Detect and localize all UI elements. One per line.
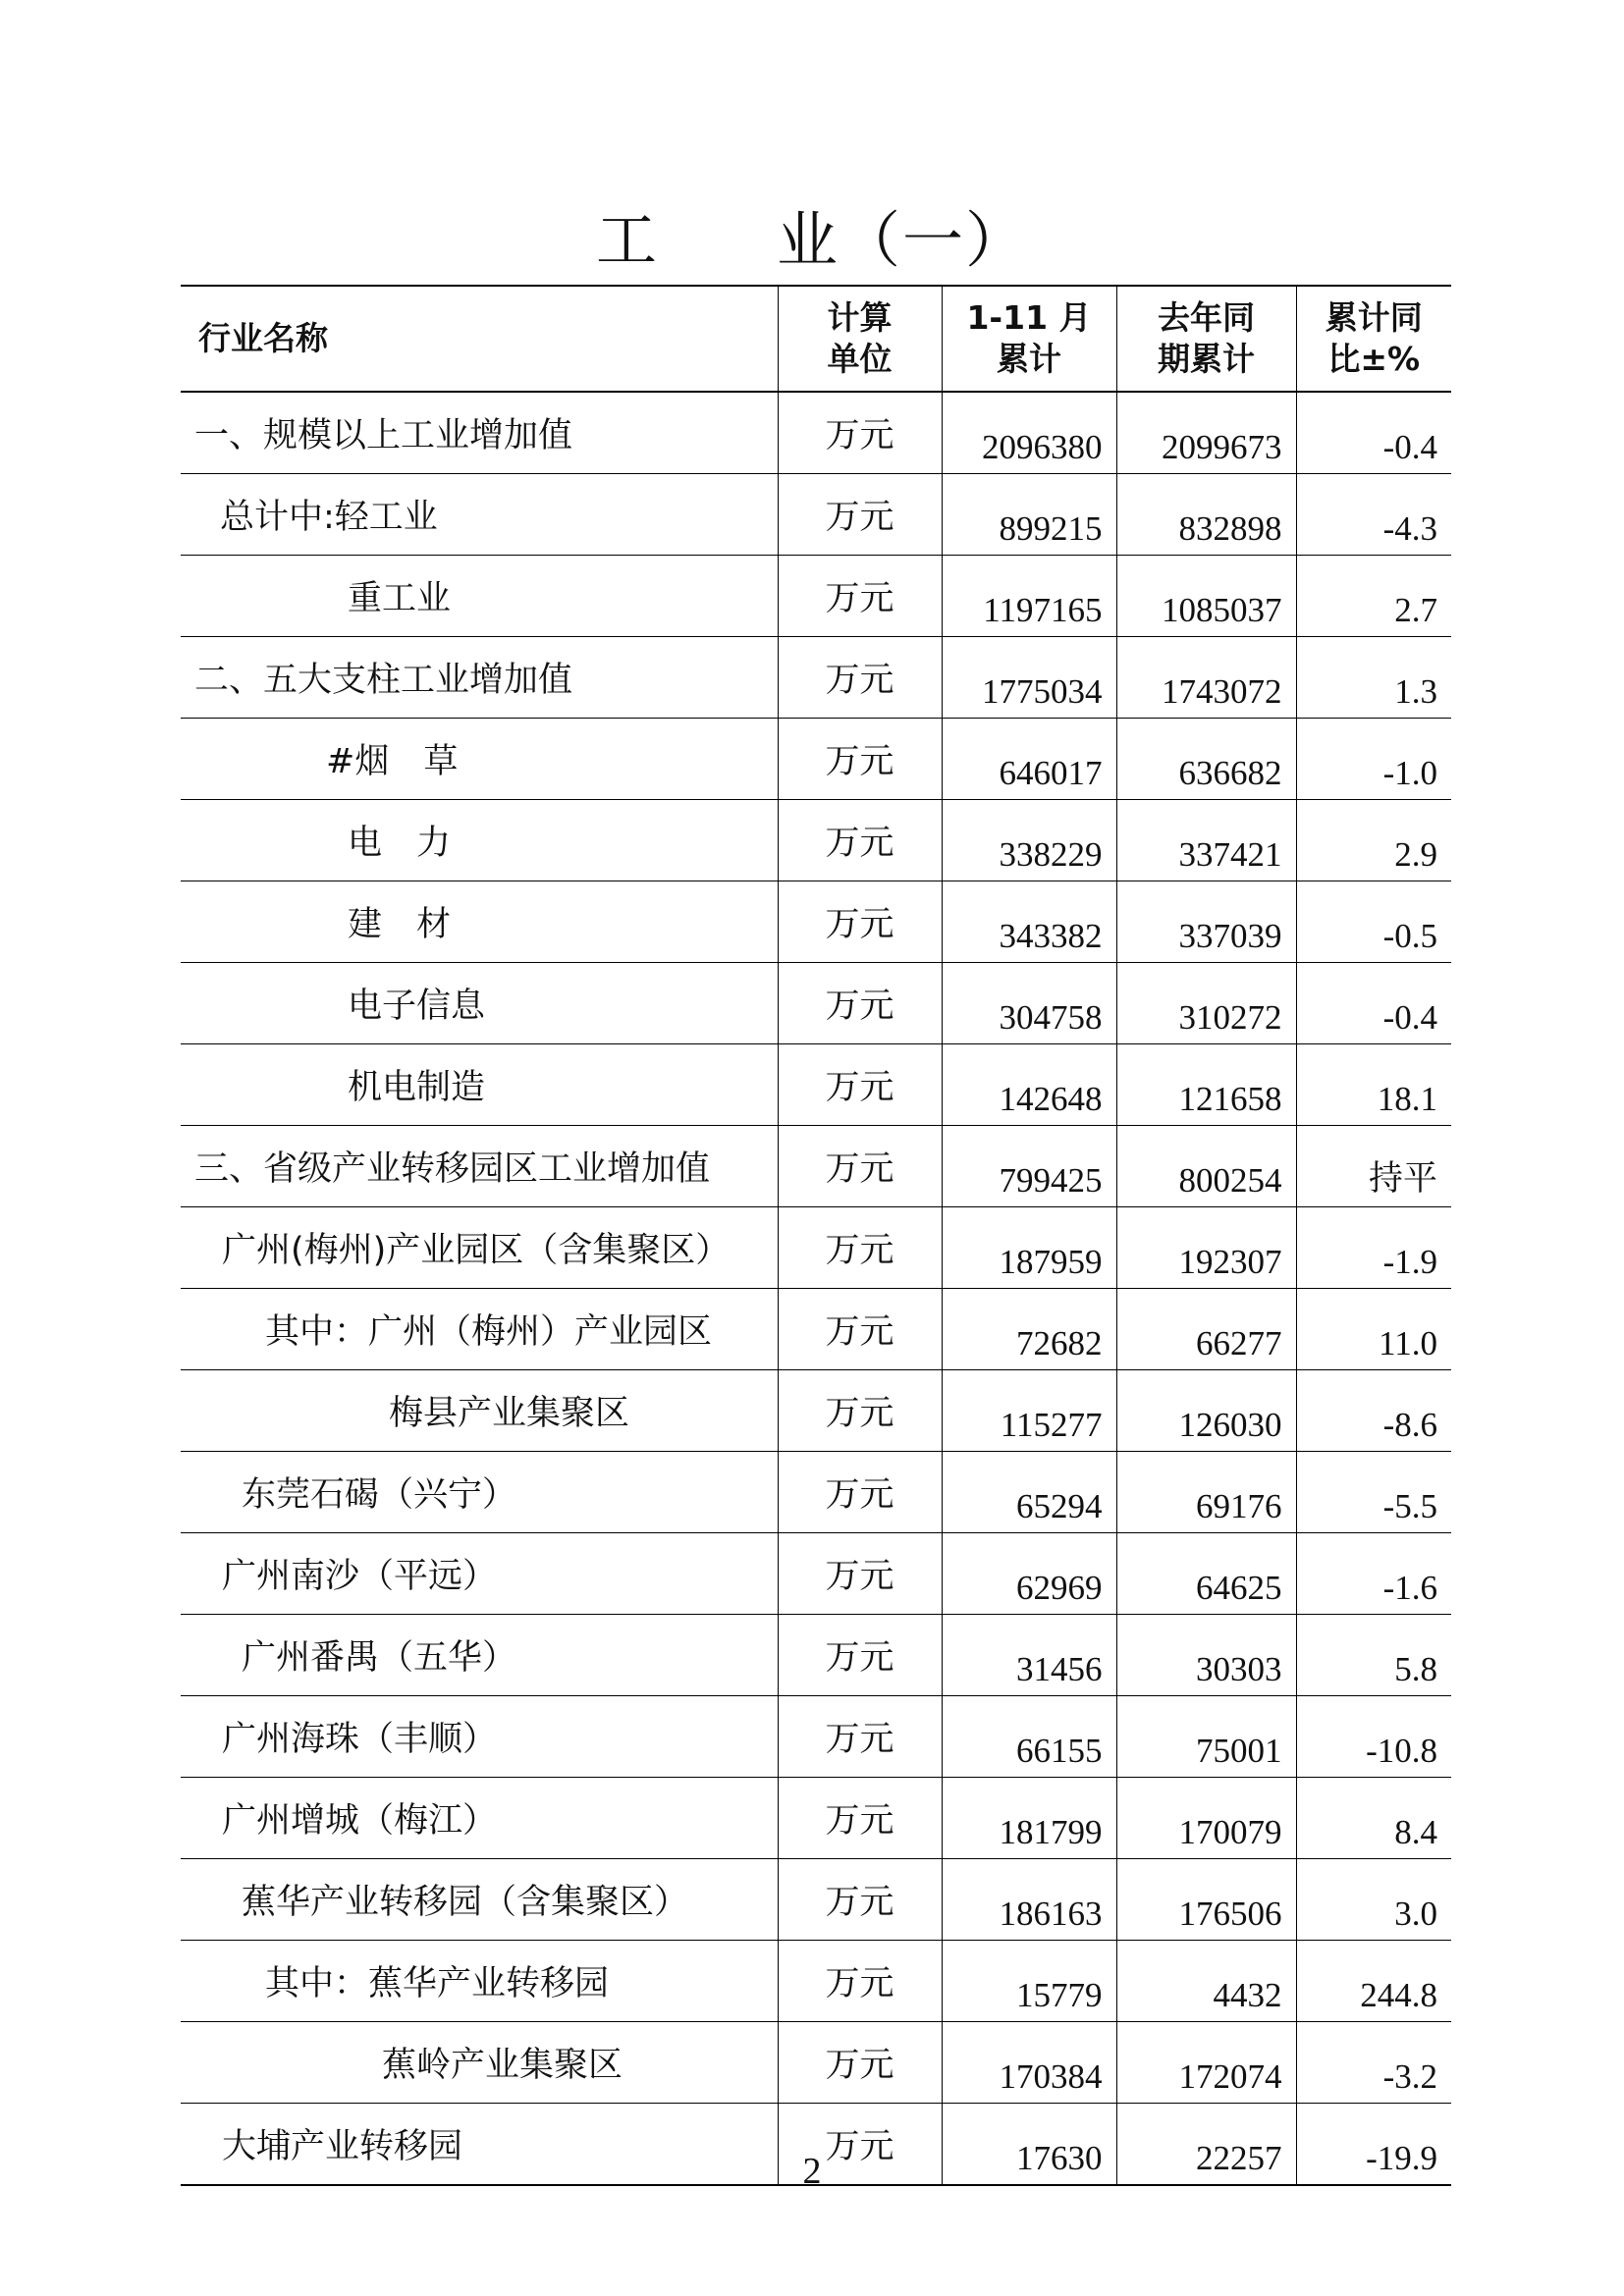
table-row: [181, 1370, 1451, 1452]
table-row: [181, 800, 1451, 881]
title-part-1: 工: [595, 204, 659, 276]
row-yoy-change: -10.8: [1296, 1696, 1451, 1778]
row-unit: 万元: [778, 556, 942, 637]
table-row: [181, 474, 1451, 556]
row-industry-name: 广州南沙（平远）: [181, 1533, 778, 1615]
row-industry-name: 东莞石碣（兴宁）: [181, 1452, 778, 1533]
row-current-value: 186163: [942, 1859, 1116, 1941]
row-current-value: 899215: [942, 474, 1116, 556]
row-previous-value: 170079: [1116, 1778, 1296, 1859]
row-current-value: 2096380: [942, 392, 1116, 474]
row-unit: 万元: [778, 719, 942, 800]
table-row: [181, 1044, 1451, 1126]
row-yoy-change: -3.2: [1296, 2022, 1451, 2104]
row-current-value: 17630: [942, 2104, 1116, 2186]
table-row: [181, 392, 1451, 474]
header-yoy-change: [1296, 286, 1451, 392]
row-yoy-change: -4.3: [1296, 474, 1451, 556]
row-yoy-change: -0.5: [1296, 881, 1451, 963]
row-industry-name: #烟 草: [181, 719, 778, 800]
row-unit: 万元: [778, 1778, 942, 1859]
row-yoy-change: 2.7: [1296, 556, 1451, 637]
row-previous-value: 75001: [1116, 1696, 1296, 1778]
table-row: [181, 1207, 1451, 1289]
row-industry-name: 电子信息: [181, 963, 778, 1044]
row-unit: 万元: [778, 1859, 942, 1941]
row-current-value: 343382: [942, 881, 1116, 963]
row-current-value: 65294: [942, 1452, 1116, 1533]
row-unit: 万元: [778, 1696, 942, 1778]
row-current-value: 31456: [942, 1615, 1116, 1696]
row-current-value: 170384: [942, 2022, 1116, 2104]
header-unit: [778, 286, 942, 392]
row-unit: 万元: [778, 1533, 942, 1615]
row-industry-name: 广州番禺（五华）: [181, 1615, 778, 1696]
header-current-cumulative: [942, 286, 1116, 392]
row-industry-name: 重工业: [181, 556, 778, 637]
row-industry-name: 电 力: [181, 800, 778, 881]
row-yoy-change: 2.9: [1296, 800, 1451, 881]
table-header-row: [181, 286, 1451, 392]
row-industry-name: 建 材: [181, 881, 778, 963]
header-unit-line2: 单位: [827, 340, 893, 378]
table-row: [181, 556, 1451, 637]
table-row: [181, 1289, 1451, 1370]
row-industry-name: 蕉岭产业集聚区: [181, 2022, 778, 2104]
table-row: [181, 1778, 1451, 1859]
row-current-value: 799425: [942, 1126, 1116, 1207]
row-industry-name: 一、规模以上工业增加值: [181, 392, 778, 474]
header-yoy-line2: 比±%: [1327, 340, 1421, 378]
header-yoy-line1: 累计同: [1325, 298, 1423, 337]
row-industry-name: 广州海珠（丰顺）: [181, 1696, 778, 1778]
row-unit: 万元: [778, 1941, 942, 2022]
row-current-value: 1197165: [942, 556, 1116, 637]
row-current-value: 115277: [942, 1370, 1116, 1452]
table-row: [181, 1859, 1451, 1941]
row-yoy-change: -1.0: [1296, 719, 1451, 800]
row-current-value: 15779: [942, 1941, 1116, 2022]
row-industry-name: 总计中:轻工业: [181, 474, 778, 556]
row-previous-value: 64625: [1116, 1533, 1296, 1615]
row-previous-value: 1743072: [1116, 637, 1296, 719]
header-unit-line1: 计算: [827, 298, 893, 337]
row-unit: 万元: [778, 2022, 942, 2104]
title-part-2: 业（一）: [777, 204, 1029, 276]
table-row: [181, 637, 1451, 719]
header-industry-name: 行业名称: [181, 286, 778, 392]
table-row: [181, 1533, 1451, 1615]
row-previous-value: 172074: [1116, 2022, 1296, 2104]
row-unit: 万元: [778, 1207, 942, 1289]
row-current-value: 646017: [942, 719, 1116, 800]
row-yoy-change: 3.0: [1296, 1859, 1451, 1941]
table-row: [181, 2022, 1451, 2104]
row-previous-value: 800254: [1116, 1126, 1296, 1207]
row-yoy-change: 8.4: [1296, 1778, 1451, 1859]
row-yoy-change: 1.3: [1296, 637, 1451, 719]
row-previous-value: 121658: [1116, 1044, 1296, 1126]
row-current-value: 181799: [942, 1778, 1116, 1859]
row-unit: 万元: [778, 474, 942, 556]
row-yoy-change: -19.9: [1296, 2104, 1451, 2186]
row-previous-value: 1085037: [1116, 556, 1296, 637]
row-unit: 万元: [778, 392, 942, 474]
row-unit: 万元: [778, 637, 942, 719]
row-yoy-change: -8.6: [1296, 1370, 1451, 1452]
row-yoy-change: 11.0: [1296, 1289, 1451, 1370]
row-previous-value: 4432: [1116, 1941, 1296, 2022]
row-industry-name: 其中：蕉华产业转移园: [181, 1941, 778, 2022]
table-row: [181, 963, 1451, 1044]
header-previous-cumulative: [1116, 286, 1296, 392]
row-current-value: 338229: [942, 800, 1116, 881]
row-yoy-change: -0.4: [1296, 963, 1451, 1044]
row-previous-value: 310272: [1116, 963, 1296, 1044]
row-current-value: 62969: [942, 1533, 1116, 1615]
row-industry-name: 大埔产业转移园: [181, 2104, 778, 2186]
table-row: [181, 1615, 1451, 1696]
row-unit: 万元: [778, 2104, 942, 2186]
table-row: [181, 1696, 1451, 1778]
table-row: [181, 1126, 1451, 1207]
row-previous-value: 176506: [1116, 1859, 1296, 1941]
industry-stats-table: [181, 285, 1451, 2186]
row-previous-value: 192307: [1116, 1207, 1296, 1289]
header-previous-line1: 去年同: [1158, 298, 1255, 337]
header-current-line2: 累计: [997, 340, 1061, 378]
header-previous-line2: 期累计: [1158, 340, 1255, 378]
row-unit: 万元: [778, 1126, 942, 1207]
row-industry-name: 机电制造: [181, 1044, 778, 1126]
row-industry-name: 三、省级产业转移园区工业增加值: [181, 1126, 778, 1207]
row-unit: 万元: [778, 1289, 942, 1370]
table-row: [181, 881, 1451, 963]
row-industry-name: 其中：广州（梅州）产业园区: [181, 1289, 778, 1370]
row-current-value: 187959: [942, 1207, 1116, 1289]
row-previous-value: 337421: [1116, 800, 1296, 881]
row-previous-value: 22257: [1116, 2104, 1296, 2186]
row-unit: 万元: [778, 1615, 942, 1696]
row-yoy-change: 5.8: [1296, 1615, 1451, 1696]
row-industry-name: 广州增城（梅江）: [181, 1778, 778, 1859]
row-unit: 万元: [778, 1044, 942, 1126]
row-previous-value: 636682: [1116, 719, 1296, 800]
row-current-value: 304758: [942, 963, 1116, 1044]
table-row: [181, 1941, 1451, 2022]
row-yoy-change: -1.9: [1296, 1207, 1451, 1289]
table-row: [181, 1452, 1451, 1533]
row-previous-value: 337039: [1116, 881, 1296, 963]
row-current-value: 1775034: [942, 637, 1116, 719]
row-yoy-change: 持平: [1296, 1126, 1451, 1207]
row-unit: 万元: [778, 881, 942, 963]
table-row: [181, 719, 1451, 800]
row-unit: 万元: [778, 1452, 942, 1533]
page-title: [0, 201, 1624, 280]
row-yoy-change: -5.5: [1296, 1452, 1451, 1533]
row-industry-name: 梅县产业集聚区: [181, 1370, 778, 1452]
row-previous-value: 126030: [1116, 1370, 1296, 1452]
row-previous-value: 66277: [1116, 1289, 1296, 1370]
row-unit: 万元: [778, 963, 942, 1044]
row-previous-value: 832898: [1116, 474, 1296, 556]
row-yoy-change: 18.1: [1296, 1044, 1451, 1126]
row-current-value: 66155: [942, 1696, 1116, 1778]
row-previous-value: 30303: [1116, 1615, 1296, 1696]
row-previous-value: 2099673: [1116, 392, 1296, 474]
row-current-value: 142648: [942, 1044, 1116, 1126]
row-previous-value: 69176: [1116, 1452, 1296, 1533]
header-current-line1: 1-11 月: [966, 298, 1092, 337]
row-yoy-change: 244.8: [1296, 1941, 1451, 2022]
row-yoy-change: -1.6: [1296, 1533, 1451, 1615]
row-industry-name: 蕉华产业转移园（含集聚区）: [181, 1859, 778, 1941]
row-current-value: 72682: [942, 1289, 1116, 1370]
row-industry-name: 二、五大支柱工业增加值: [181, 637, 778, 719]
row-industry-name: 广州(梅州)产业园区（含集聚区）: [181, 1207, 778, 1289]
row-unit: 万元: [778, 1370, 942, 1452]
page-number: 2: [802, 2151, 822, 2192]
row-unit: 万元: [778, 800, 942, 881]
row-yoy-change: -0.4: [1296, 392, 1451, 474]
